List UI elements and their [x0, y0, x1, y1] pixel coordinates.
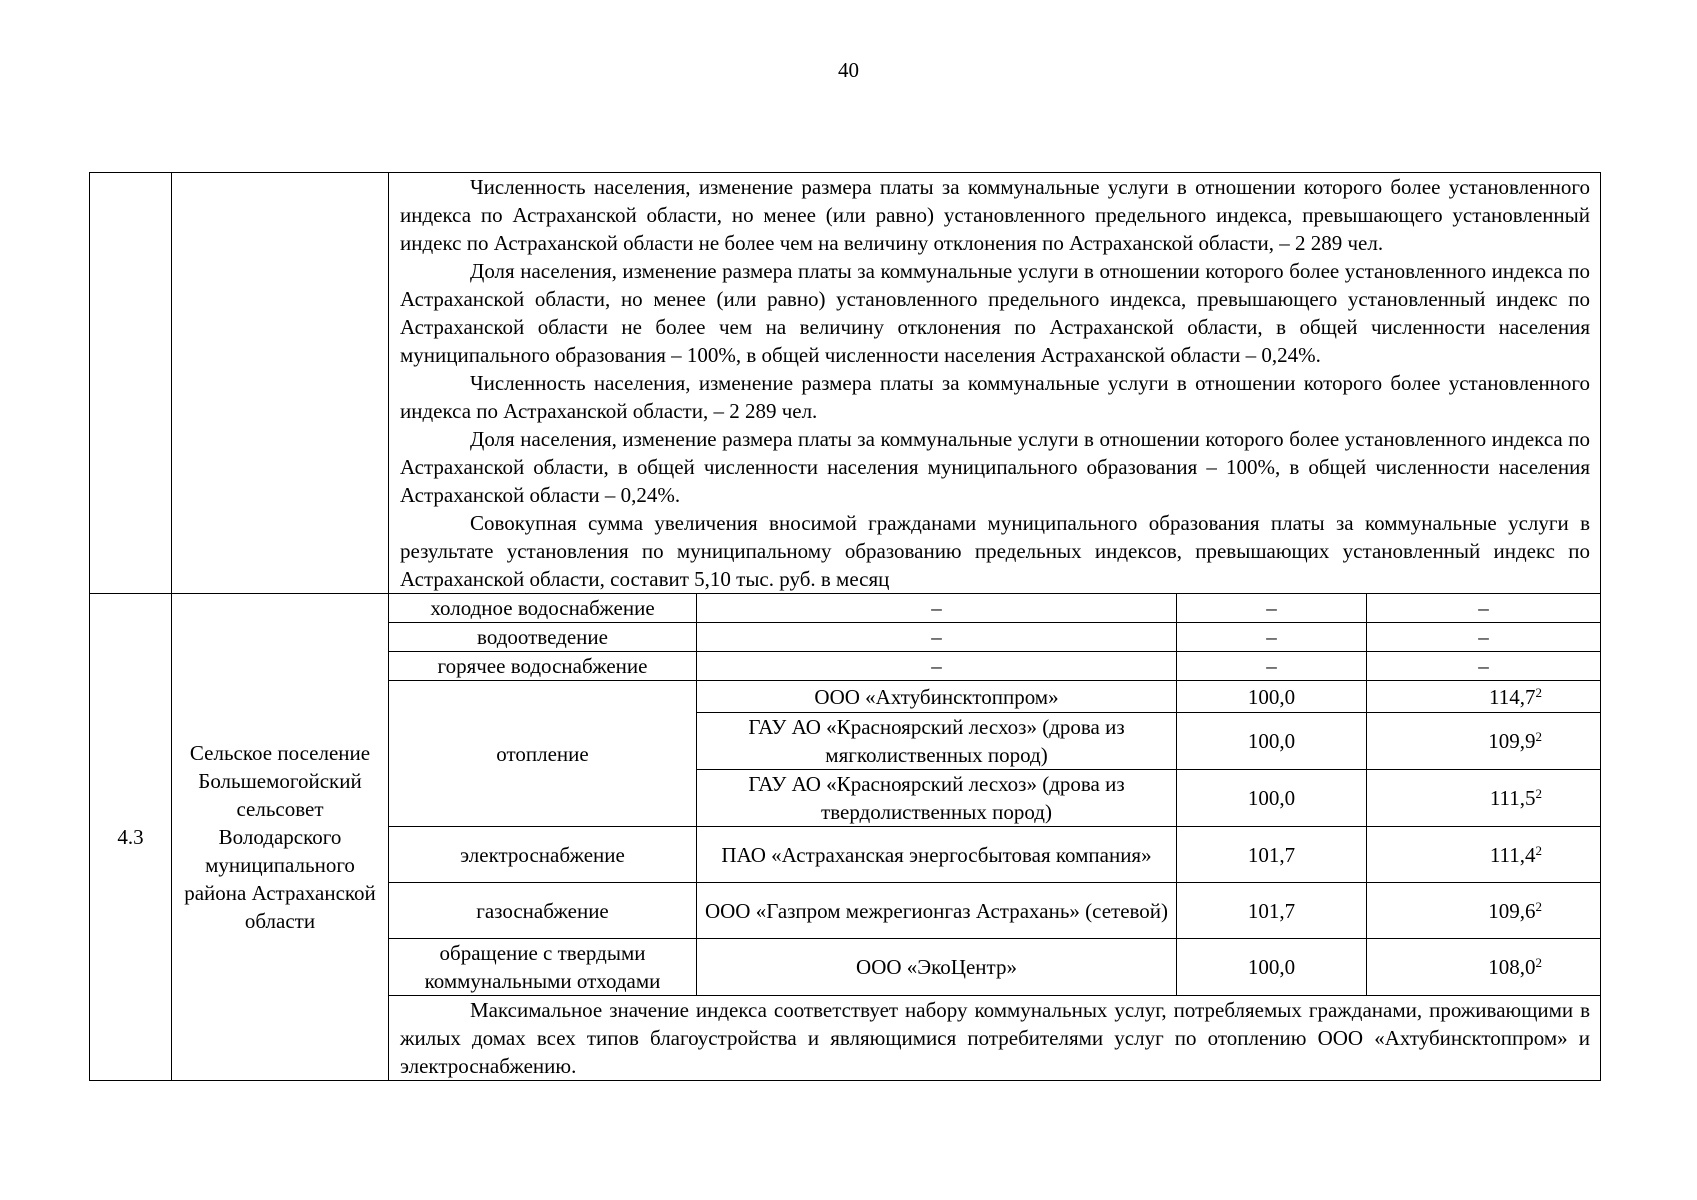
- service-name: газоснабжение: [389, 883, 697, 939]
- provider-name: ООО «Ахтубинсктоппром»: [697, 681, 1177, 713]
- index-max: [1367, 681, 1601, 713]
- index-set: –: [1177, 594, 1367, 623]
- index-max: –: [1367, 652, 1601, 681]
- number-cell-empty: [90, 173, 172, 594]
- service-name: обращение с твердыми коммунальными отходами: [389, 939, 697, 996]
- index-max: [1367, 713, 1601, 770]
- summary-paragraph: Численность населения, изменение размера платы за коммунальные услуги в отношении которого более установленного индекса по Астраханской области, – 2 289 чел.: [400, 371, 1591, 423]
- provider-name: ГАУ АО «Красноярский лесхоз» (дрова из мягколиственных пород): [697, 713, 1177, 770]
- footnote-mark: 2: [1535, 898, 1543, 914]
- index-set: 100,0: [1177, 770, 1367, 827]
- table-row: [90, 594, 1601, 623]
- index-max-value: 114,7: [1489, 684, 1536, 709]
- index-set: 100,0: [1177, 713, 1367, 770]
- service-name: отопление: [389, 681, 697, 827]
- index-set: –: [1177, 652, 1367, 681]
- index-max-value: 111,4: [1489, 842, 1536, 867]
- footnote-mark: 2: [1535, 786, 1543, 801]
- service-name: электроснабжение: [389, 827, 697, 883]
- index-max: [1367, 827, 1601, 883]
- indices-table: [89, 172, 1601, 1081]
- index-set: 101,7: [1177, 827, 1367, 883]
- provider-name: ООО «ЭкоЦентр»: [697, 939, 1177, 996]
- page-number: 40: [838, 58, 859, 82]
- municipality-name: Сельское поселение Большемогойский сельсовет Володарского муниципального района Астраханской области: [172, 594, 389, 1081]
- service-name: водоотведение: [389, 623, 697, 652]
- index-max-value: 109,6: [1488, 898, 1536, 923]
- note-cell: [389, 996, 1601, 1081]
- footnote-mark: 2: [1535, 955, 1543, 970]
- index-max-value: 111,5: [1489, 786, 1536, 810]
- municipality-cell-empty: [172, 173, 389, 594]
- provider-name: ГАУ АО «Красноярский лесхоз» (дрова из твердолиственных пород): [697, 770, 1177, 827]
- index-max: [1367, 770, 1601, 827]
- index-max-value: 109,9: [1488, 729, 1536, 753]
- summary-paragraph: Численность населения, изменение размера платы за коммунальные услуги в отношении которого более установленного индекса по Астраханской области, но менее (или равно) установленного предельного индекса, превышающего установленный индекс по Астраханской области не более чем на величину отклонения по Астраханской области, – 2 289 чел.: [400, 175, 1591, 255]
- provider-name: –: [697, 623, 1177, 652]
- provider-name: –: [697, 652, 1177, 681]
- provider-name: ООО «Газпром межрегионгаз Астрахань» (сетевой): [697, 883, 1177, 939]
- summary-paragraph: Доля населения, изменение размера платы за коммунальные услуги в отношении которого более установленного индекса по Астраханской области, но менее (или равно) установленного предельного индекса, превышающего установленный индекс по Астраханской области не более чем на величину отклонения по Астраханской области, в общей численности населения муниципального образования – 100%, в общей численности населения Астраханской области – 0,24%.: [400, 259, 1591, 367]
- service-name: холодное водоснабжение: [389, 594, 697, 623]
- index-set: 100,0: [1177, 939, 1367, 996]
- footnote-mark: 2: [1535, 842, 1543, 858]
- index-max-value: 108,0: [1488, 955, 1536, 979]
- index-set: –: [1177, 623, 1367, 652]
- service-name: горячее водоснабжение: [389, 652, 697, 681]
- index-max: –: [1367, 623, 1601, 652]
- index-max: –: [1367, 594, 1601, 623]
- provider-name: ПАО «Астраханская энергосбытовая компания»: [697, 827, 1177, 883]
- index-set: 100,0: [1177, 681, 1367, 713]
- footnote-mark: 2: [1535, 729, 1543, 744]
- provider-name: –: [697, 594, 1177, 623]
- summary-row: [90, 173, 1601, 594]
- section-number: 4.3: [90, 594, 172, 1081]
- index-max: [1367, 883, 1601, 939]
- footnote-mark: 2: [1535, 684, 1543, 700]
- index-set: 101,7: [1177, 883, 1367, 939]
- summary-paragraph: Совокупная сумма увеличения вносимой гражданами муниципального образования платы за коммунальные услуги в результате установления по муниципальному образованию предельных индексов, превышающих установленный индекс по Астраханской области, составит 5,10 тыс. руб. в месяц: [400, 511, 1591, 591]
- index-max: [1367, 939, 1601, 996]
- summary-paragraph: Доля населения, изменение размера платы за коммунальные услуги в отношении которого более установленного индекса по Астраханской области, в общей численности населения муниципального образования – 100%, в общей численности населения Астраханской области – 0,24%.: [400, 427, 1591, 507]
- note-paragraph: Максимальное значение индекса соответствует набору коммунальных услуг, потребляемых гражданами, проживающими в жилых домах всех типов благоустройства и являющимися потребителями услуг по отоплению ООО «Ахтубинсктоппром» и электроснабжению.: [400, 998, 1591, 1078]
- summary-text-cell: [389, 173, 1601, 594]
